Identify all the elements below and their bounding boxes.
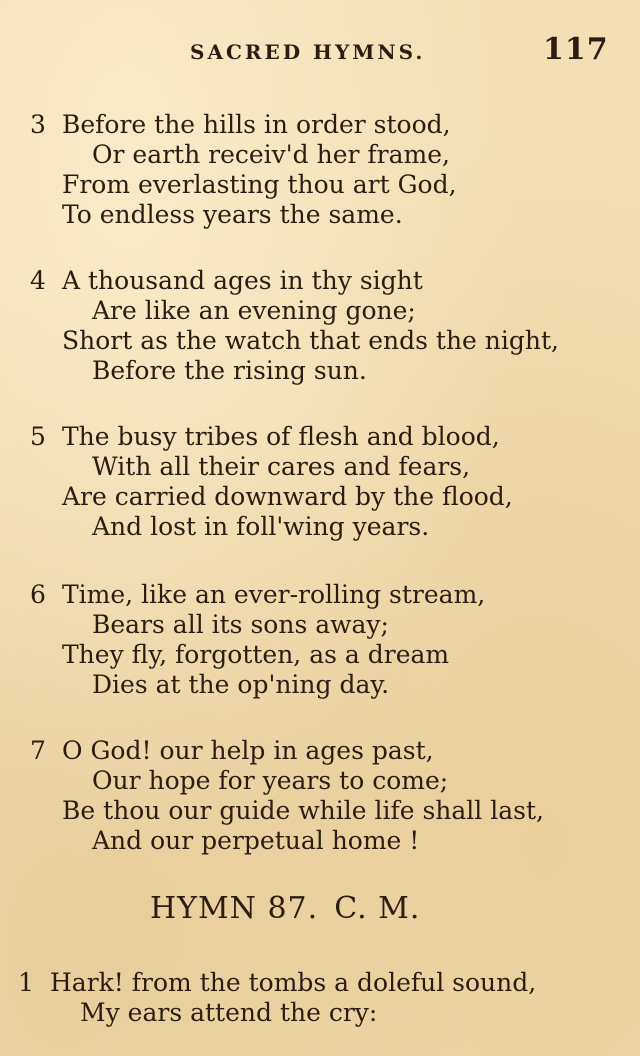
stanza-number: 6 [30, 580, 46, 609]
verse-line: From everlasting thou art God, [62, 170, 457, 199]
stanza-number: 5 [30, 422, 46, 451]
verse-line: Bears all its sons away; [92, 610, 389, 639]
verse-line: Before the hills in order stood, [62, 110, 451, 139]
verse-line: And our perpetual home ! [92, 826, 420, 855]
stanza-number: 7 [30, 736, 46, 765]
verse-line: Dies at the op'ning day. [92, 670, 390, 699]
verse-line: My ears attend the cry: [80, 998, 378, 1027]
hymn-meter: C. M. [334, 891, 421, 926]
stanza-number: 3 [30, 110, 46, 139]
hymn-heading [150, 891, 436, 926]
verse-line: And lost in foll'wing years. [92, 512, 430, 541]
verse-line: O God! our help in ages past, [62, 736, 434, 765]
verse-line: They fly, forgotten, as a dream [62, 640, 450, 669]
verse-line: Short as the watch that ends the night, [62, 326, 559, 355]
verse-line: With all their cares and fears, [92, 452, 471, 481]
verse-line: Time, like an ever-rolling stream, [62, 580, 486, 609]
verse-line: Hark! from the tombs a doleful sound, [50, 968, 537, 997]
verse-line: Be thou our guide while life shall last, [62, 796, 544, 825]
verse-line: The busy tribes of flesh and blood, [62, 422, 500, 451]
verse-line: Before the rising sun. [92, 356, 367, 385]
verse-line: Are carried downward by the flood, [62, 482, 513, 511]
page-number: 117 [543, 32, 609, 67]
stanza-number: 4 [30, 266, 46, 295]
verse-line: Are like an evening gone; [92, 296, 416, 325]
stanza-number: 1 [18, 968, 34, 997]
hymn-title: HYMN 87. [150, 891, 319, 926]
verse-line: Or earth receiv'd her frame, [92, 140, 450, 169]
running-head: SACRED HYMNS. [190, 40, 426, 64]
verse-line: To endless years the same. [62, 200, 403, 229]
verse-line: Our hope for years to come; [92, 766, 449, 795]
verse-line: A thousand ages in thy sight [62, 266, 423, 295]
